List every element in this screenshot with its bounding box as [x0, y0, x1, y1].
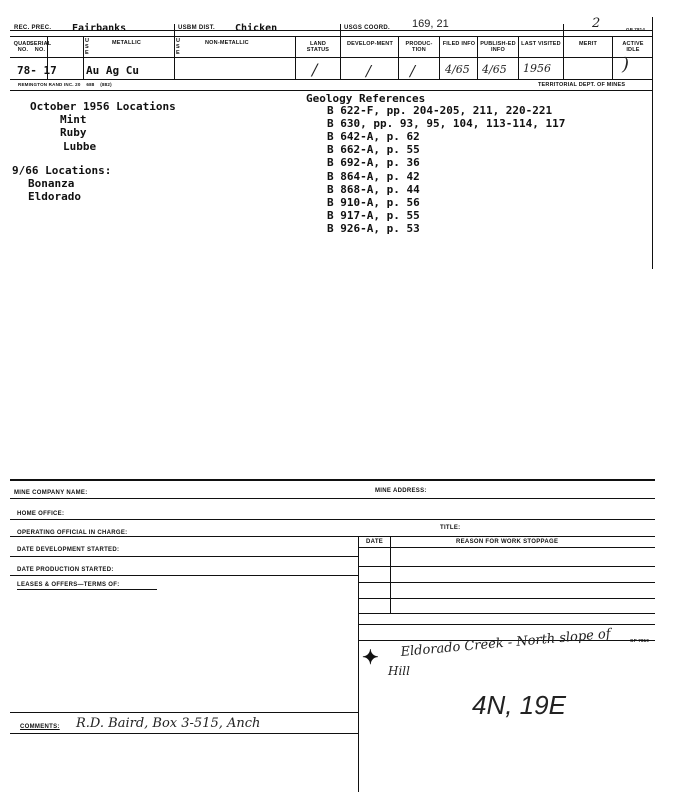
rec-prec-label: REC. PREC.: [14, 25, 52, 31]
usbm-dist-label: USBM DIST.: [178, 25, 216, 31]
active-idle-label: ACTIVE IDLE: [622, 41, 644, 53]
date-production-label: DATE PRODUCTION STARTED:: [17, 567, 114, 573]
title-label: TITLE:: [440, 525, 461, 531]
mine-address-label: MINE ADDRESS:: [375, 488, 427, 494]
form-number-bottom: GP 7819: [630, 638, 650, 643]
operating-official-label: OPERATING OFFICIAL IN CHARGE:: [17, 530, 128, 536]
geology-ref: B 910-A, p. 56: [327, 196, 420, 209]
mine-company-name-label: MINE COMPANY NAME:: [14, 490, 88, 496]
rec-prec-value: Fairbanks: [72, 23, 127, 34]
published-info-label: PUBLISH-ED INFO: [480, 41, 516, 53]
metallic-label: METALLIC: [112, 40, 141, 46]
land-status-label: LAND STATUS: [306, 41, 330, 53]
geology-ref: B 917-A, p. 55: [327, 209, 420, 222]
comments-value: R.D. Baird, Box 3-515, Anch: [76, 716, 261, 731]
location-item: Ruby: [60, 126, 87, 139]
october-locations-heading: October 1956 Locations: [30, 100, 176, 113]
handwritten-township: 4N, 19E: [472, 690, 566, 720]
usgs-coord-value: 169, 21: [412, 18, 449, 30]
handwritten-scribble: ✦: [362, 645, 379, 669]
usgs-coord-extra: 2: [592, 16, 601, 31]
geology-ref: B 642-A, p. 62: [327, 130, 420, 143]
leases-offers-label: LEASES & OFFERS—TERMS OF:: [17, 582, 120, 588]
filed-info-label: FILED INFO: [442, 41, 476, 47]
geology-ref: B 692-A, p. 36: [327, 156, 420, 169]
sep-locations-heading: 9/66 Locations:: [12, 164, 112, 177]
geology-heading: Geology References: [306, 92, 426, 105]
form-number-top: GP 7814: [626, 27, 646, 32]
location-item: Eldorado: [28, 190, 81, 203]
use-label-1: U S E: [85, 38, 90, 56]
serial-no-label: SERIAL NO.: [30, 41, 52, 53]
handwritten-location: Eldorado Creek - North slope of: [400, 626, 612, 660]
active-idle-mark: ): [622, 54, 630, 75]
usbm-dist-value: Chicken: [235, 23, 278, 34]
land-status-value: /: [312, 60, 318, 79]
handwritten-location-2: Hill: [388, 664, 410, 678]
use-label-2: U S E: [176, 38, 181, 56]
published-info-value: 4/65: [482, 63, 507, 76]
filed-info-value: 4/65: [445, 63, 470, 76]
last-visited-label: LAST VISITED: [521, 41, 561, 47]
metallic-value: Au Ag Cu: [86, 64, 139, 77]
geology-ref: B 868-A, p. 44: [327, 183, 420, 196]
territorial-dept-label: TERRITORIAL DEPT. OF MINES: [538, 82, 626, 88]
date-development-label: DATE DEVELOPMENT STARTED:: [17, 547, 120, 553]
home-office-label: HOME OFFICE:: [17, 511, 65, 517]
reason-column-header: REASON FOR WORK STOPPAGE: [456, 539, 559, 545]
geology-ref: B 662-A, p. 55: [327, 143, 420, 156]
comments-label: COMMENTS:: [20, 724, 60, 730]
production-label: PRODUC-TION: [405, 41, 433, 53]
printer-imprint: REMINGTON RAND INC. 20 688 (882): [18, 82, 112, 87]
production-value: /: [410, 62, 416, 80]
geology-ref: B 926-A, p. 53: [327, 222, 420, 235]
last-visited-value: 1956: [523, 62, 551, 75]
development-value: /: [366, 62, 372, 80]
date-column-header: DATE: [366, 539, 384, 545]
location-item: Mint: [60, 113, 87, 126]
usgs-coord-label: USGS COORD.: [344, 25, 390, 31]
location-item: Bonanza: [28, 177, 75, 190]
merit-label: MERIT: [578, 41, 598, 47]
quad-no-label: QUAD. NO.: [13, 41, 33, 53]
quad-serial-value: 78- 17: [17, 64, 57, 77]
non-metallic-label: NON-METALLIC: [205, 40, 249, 46]
development-label: DEVELOP-MENT: [346, 41, 394, 47]
geology-ref: B 622-F, pp. 204-205, 211, 220-221: [327, 104, 553, 117]
geology-ref: B 630, pp. 93, 95, 104, 113-114, 117: [327, 117, 566, 130]
location-item: Lubbe: [63, 140, 97, 153]
geology-ref: B 864-A, p. 42: [327, 170, 420, 183]
